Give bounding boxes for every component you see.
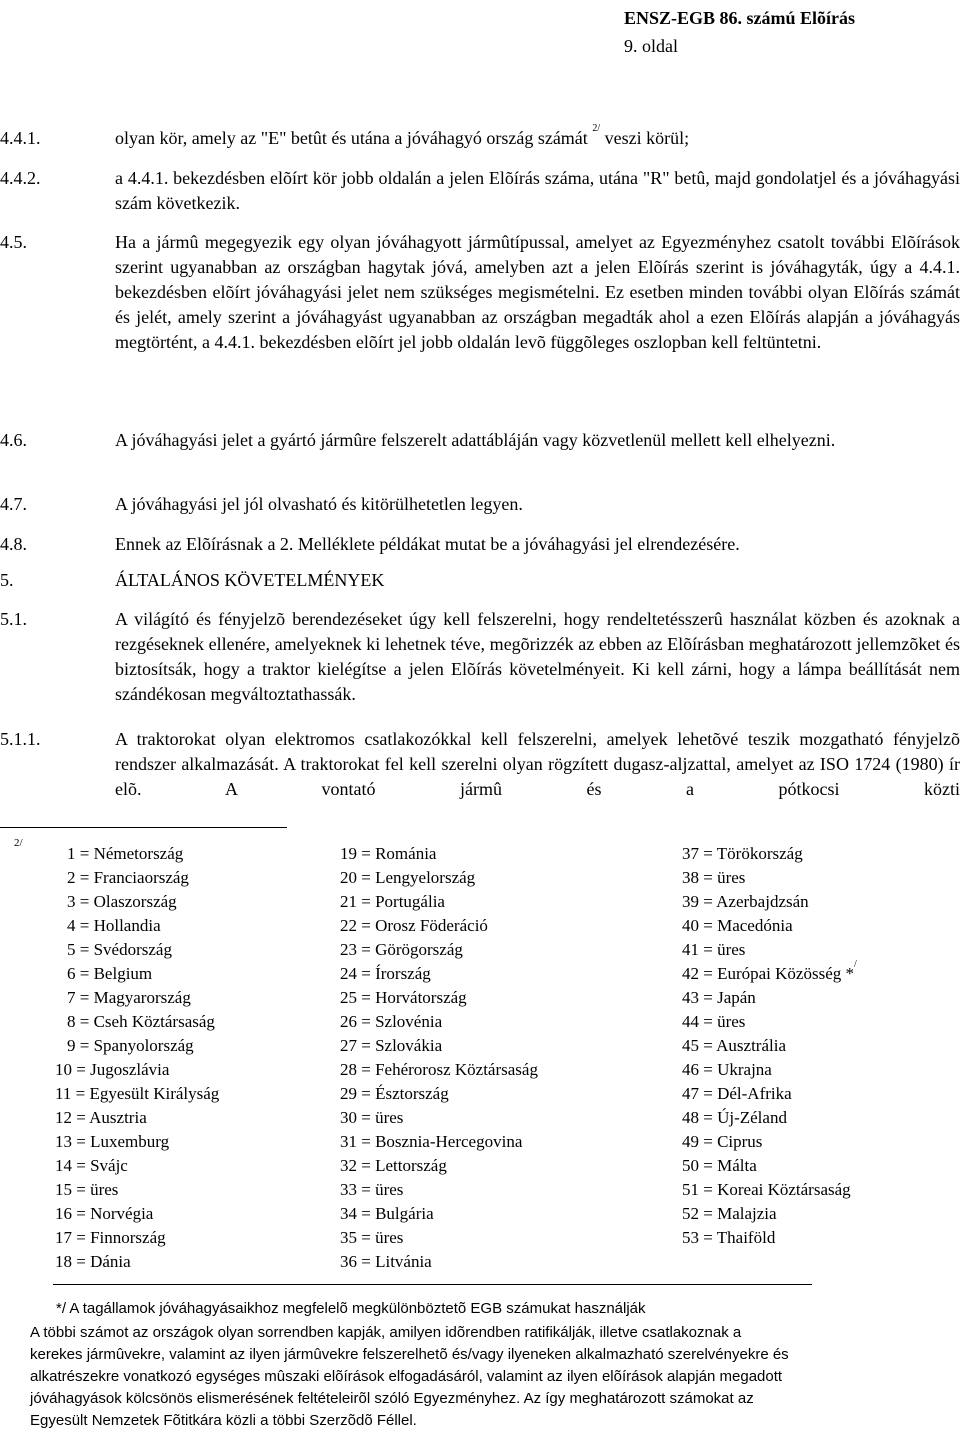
paragraph-4-8 <box>0 532 960 557</box>
paragraph-number: 5.1. <box>0 609 27 629</box>
list-item: 41 = üres <box>682 940 746 959</box>
list-item: 4 = Hollandia <box>67 916 161 935</box>
country-list-col2 <box>340 842 538 1274</box>
paragraph-text: Ennek az Elõírásnak a 2. Melléklete példákat mutat be a jóváhagyási jel elrendezésére. <box>115 534 740 554</box>
list-item: 16 = Norvégia <box>55 1204 154 1223</box>
paragraph-4-6 <box>0 428 960 478</box>
paragraph-4-4-1 <box>0 123 960 151</box>
list-item: 43 = Japán <box>682 988 756 1007</box>
list-item: 6 = Belgium <box>67 964 153 983</box>
list-item: 46 = Ukrajna <box>682 1060 772 1079</box>
list-item: 30 = üres <box>340 1108 404 1127</box>
country-list-col1 <box>55 842 219 1274</box>
footnote-line: Egyesült Nemzetek Fõtitkára közli a többi Szerzõdõ Féllel. <box>30 1412 417 1429</box>
section-title: ÁLTALÁNOS KÖVETELMÉNYEK <box>115 570 385 590</box>
list-item: 48 = Új-Zéland <box>682 1108 787 1127</box>
country-list-col3 <box>682 842 857 1250</box>
list-item: 42 = Európai Közösség */ <box>682 959 857 983</box>
list-item: 38 = üres <box>682 868 746 887</box>
paragraph-5-1-1 <box>0 727 960 802</box>
list-item: 21 = Portugália <box>340 892 445 911</box>
list-item: 44 = üres <box>682 1012 746 1031</box>
list-item: 36 = Litvánia <box>340 1252 432 1271</box>
page-header <box>624 4 855 60</box>
list-item: 32 = Lettország <box>340 1156 447 1175</box>
paragraph-text: A világító és fényjelzõ berendezéseket úgy kell felszerelni, hogy rendeltetésszerû használat közben és azoknak a rezgéseknek ellenére, amelyeknek ki lehetnek téve, megõrizzék az ebben az Elõírásban meghatározott jellemzõket és biztosítsák, hogy a traktor kielégítse a jelen Elõírás követelményeit. Ki kell zárni, hogy a lámpa beállítását nem szándékosan megváltoztathassák. <box>115 609 960 704</box>
paragraph-text: A jóváhagyási jel jól olvasható és kitörülhetetlen legyen. <box>115 494 523 514</box>
list-item: 20 = Lengyelország <box>340 868 476 887</box>
paragraph-number: 5.1.1. <box>0 729 41 749</box>
list-item: 31 = Bosznia-Hercegovina <box>340 1132 523 1151</box>
footnote-note: */ A tagállamok jóváhagyásaikhoz megfelelõ megkülönböztetõ EGB számukat használják <box>56 1300 646 1317</box>
document-title: ENSZ-EGB 86. számú Elõírás <box>624 8 856 28</box>
list-item: 51 = Koreai Köztársaság <box>682 1180 851 1199</box>
list-item: 8 = Cseh Köztársaság <box>67 1012 215 1031</box>
list-item: 5 = Svédország <box>67 940 172 959</box>
list-item: 45 = Ausztrália <box>682 1036 787 1055</box>
list-item: 24 = Írország <box>340 964 431 983</box>
paragraph-4-4-2 <box>0 166 960 216</box>
list-item: 40 = Macedónia <box>682 916 793 935</box>
paragraph-number: 4.4.2. <box>0 168 41 188</box>
list-item: 10 = Jugoszlávia <box>55 1060 170 1079</box>
footnote-line: jóváhagyások kölcsönös elismerésének feltételeirõl szóló Egyezményhez. Az így meghatározott számokat az <box>30 1390 754 1407</box>
footnote-line: kerekes jármûvekre, valamint az ilyen jármûvekre felszerelhetõ és/vagy ilyeneken alkalmazható szerelvényekre és <box>30 1346 789 1363</box>
paragraph-text: a 4.4.1. bekezdésben elõírt kör jobb oldalán a jelen Elõírás száma, utána "R" betû, majd gondolatjel és a jóváhagyási szám következik. <box>115 168 960 213</box>
paragraph-text: A jóváhagyási jelet a gyártó jármûre felszerelt adattábláján vagy közvetlenül mellett kell elhelyezni. <box>115 430 836 450</box>
list-item: 1 = Németország <box>67 844 184 863</box>
list-item: 3 = Olaszország <box>67 892 177 911</box>
list-item: 35 = üres <box>340 1228 404 1247</box>
paragraph-number: 4.5. <box>0 232 27 252</box>
list-item: 22 = Orosz Föderáció <box>340 916 488 935</box>
footnote-ref: 2/ <box>592 123 601 134</box>
list-item: 12 = Ausztria <box>55 1108 147 1127</box>
list-item: 9 = Spanyolország <box>67 1036 194 1055</box>
paragraph-4-5 <box>0 230 960 420</box>
footnote-line: alkatrészekre vonatkozó egységes mûszaki elõírások elfogadásáról, valamint az ilyen elõírások alapján megadott <box>30 1368 783 1385</box>
footnote-line: A többi számot az országok olyan sorrendben kapják, amilyen idõrendben ratifikálják, illetve csatlakoznak a <box>30 1324 742 1341</box>
list-item: 28 = Fehérorosz Köztársaság <box>340 1060 538 1079</box>
list-item: 25 = Horvátország <box>340 988 467 1007</box>
section-number: 5. <box>0 570 14 590</box>
list-item: 23 = Görögország <box>340 940 463 959</box>
paragraph-4-7 <box>0 492 960 517</box>
footnote-separator <box>0 827 287 828</box>
list-item: 52 = Malajzia <box>682 1204 777 1223</box>
footnote-inner-separator <box>53 1284 812 1285</box>
paragraph-text: olyan kör, amely az "E" betût és utána a jóváhagyó ország számát $^{2/}$ veszi körül; <box>115 123 690 148</box>
paragraph-text: A traktorokat olyan elektromos csatlakozókkal kell felszerelni, amelyek lehetõvé teszik mozgatható fényjelzõ rendszer alkalmazását. A traktorokat fel kell szerelni olyan rögzített dugasz-aljzattal, amelyet az ISO 1724 (1980) ír elõ. A vontató jármû és a pótkocsi közti <box>115 729 960 799</box>
paragraph-5-1 <box>0 607 960 707</box>
paragraph-number: 4.8. <box>0 534 27 554</box>
paragraph-number: 4.7. <box>0 494 27 514</box>
list-item: 47 = Dél-Afrika <box>682 1084 792 1103</box>
footnote-ref: / <box>854 959 857 970</box>
list-item: 7 = Magyarország <box>67 988 191 1007</box>
list-item: 14 = Svájc <box>55 1156 128 1175</box>
list-item: 17 = Finnország <box>55 1228 166 1247</box>
list-item: 53 = Thaiföld <box>682 1228 776 1247</box>
list-item: 29 = Észtország <box>340 1084 449 1103</box>
paragraph-number: 4.4.1. <box>0 128 41 148</box>
paragraph-text: Ha a jármû megegyezik egy olyan jóváhagyott jármûtípussal, amelyet az Egyezményhez csatolt további Elõírások szerint ugyanabban az országban hagytak jóvá, amelyben azt a jelen Elõírás szerint is jóváhagyták, úgy a 4.4.1. bekezdésben elõírt jóváhagyási jelet nem szükséges megismételni. Ez esetben minden további olyan Elõírás számát és jelét, amely szerint a jóváhagyást ugyanabban az országban megadták ahol a ezen Elõírás alapján a jóváhagyás megtörtént, a 4.4.1. bekezdésben elõírt jel jobb oldalán levõ függõleges oszlopban kell feltüntetni. <box>115 232 960 352</box>
list-item: 13 = Luxemburg <box>55 1132 170 1151</box>
list-item: 2 = Franciaország <box>67 868 189 887</box>
list-item: 37 = Törökország <box>682 844 803 863</box>
list-item: 33 = üres <box>340 1180 404 1199</box>
section-heading-5 <box>0 568 960 593</box>
list-item: 34 = Bulgária <box>340 1204 434 1223</box>
paragraph-number: 4.6. <box>0 430 27 450</box>
list-item: 27 = Szlovákia <box>340 1036 443 1055</box>
footnote-text <box>30 1322 955 1432</box>
list-item: 19 = Románia <box>340 844 437 863</box>
list-item: 26 = Szlovénia <box>340 1012 443 1031</box>
list-item: 11 = Egyesült Királyság <box>55 1084 220 1103</box>
page-number: 9. oldal <box>624 36 678 56</box>
list-item: 18 = Dánia <box>55 1252 131 1271</box>
footnote-marker: 2/ <box>14 837 23 849</box>
list-item: 39 = Azerbajdzsán <box>682 892 809 911</box>
list-item: 49 = Ciprus <box>682 1132 763 1151</box>
list-item: 50 = Málta <box>682 1156 757 1175</box>
list-item: 15 = üres <box>55 1180 119 1199</box>
